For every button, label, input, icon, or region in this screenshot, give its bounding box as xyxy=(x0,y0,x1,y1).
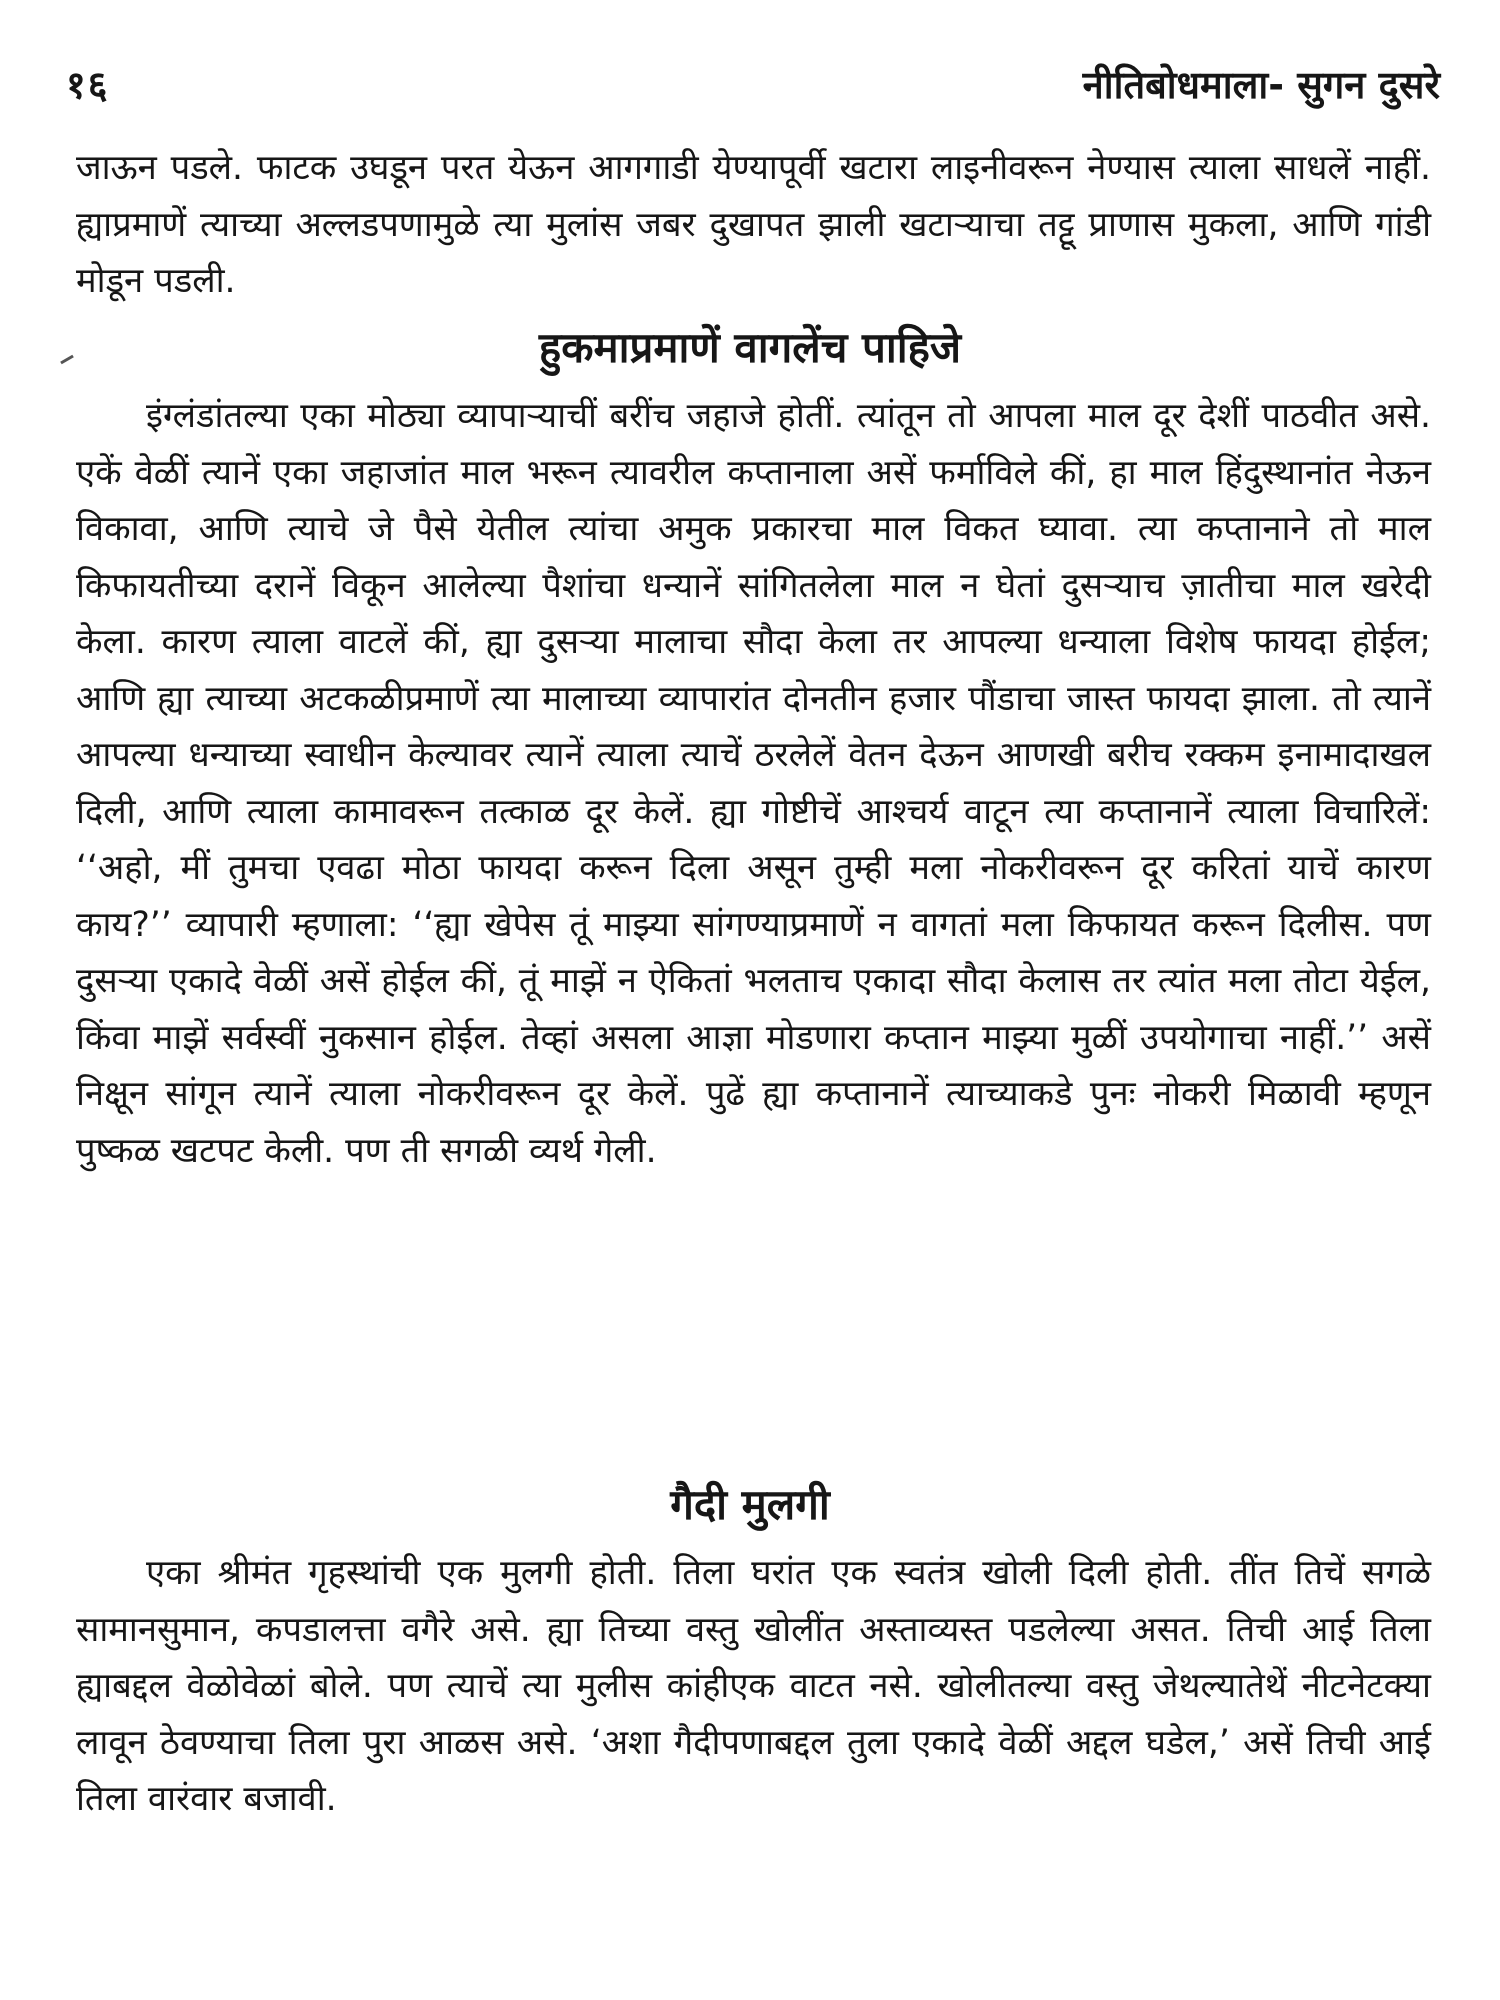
section-heading-obey-orders: हुकमाप्रमाणें वागलेंच पाहिजे xyxy=(538,323,962,372)
running-title: नीतिबोधमाला- सुगन दुसरे xyxy=(1082,63,1440,107)
page-number: १६ xyxy=(66,63,110,107)
continuation-paragraph xyxy=(76,140,1431,310)
story-obey-orders-text: इंग्लंडांतल्या एका मोठ्या व्यापाऱ्याचीं बरींच जहाजे होतीं. त्यांतून तो आपला माल दूर देशीं पाठवीत असे. एकें वेळीं त्यानें एका जहाजांत माल भरून त्यावरील कप्तानाला असें फर्माविले कीं, हा माल हिंदुस्थानांत नेऊन विकावा, आणि त्याचे जे पैसे येतील त्यांचा अमुक प्रकारचा माल विकत घ्यावा. त्या कप्तानाने तो माल किफायतीच्या दरानें विकून आलेल्या पैशांचा धन्यानें सांगितलेला माल न घेतां दुसऱ्याच ज़ातीचा माल खरेदी केला. कारण त्याला वाटलें कीं, ह्या दुसऱ्या मालाचा सौदा केला तर आपल्या धन्याला विशेष फायदा होईल; आणि ह्या त्याच्या अटकळीप्रमाणें त्या मालाच्या व्यापारांत दोनतीन हजार पौंडाचा जास्त फायदा झाला. तो त्यानें आपल्या धन्याच्या स्वाधीन केल्यावर त्यानें त्याला त्याचें ठरलेलें वेतन देऊन आणखी बरीच रक्कम इनामादाखल दिली, आणि त्याला कामावरून तत्काळ दूर केलें. ह्या गोष्टीचें आश्चर्य वाटून त्या कप्तानानें त्याला विचारिलें: ‘‘अहो, मीं तुमचा एवढा मोठा फायदा करून दिला असून तुम्ही मला नोकरीवरून दूर करितां याचें कारण काय?’’ व्यापारी म्हणाला: ‘‘ह्या खेपेस तूं माझ्या सांगण्याप्रमाणें न वागतां मला किफायत करून दिलीस. पण दुसऱ्या एकादे वेळीं असें होईल कीं, तूं माझें न ऐकितां भलताच एकादा सौदा केलास तर त्यांत मला तोटा येईल, किंवा माझें सर्वस्वीं नुकसान होईल. तेव्हां असला आज्ञा मोडणारा कप्तान माझ्या मुळीं उपयोगाचा नाहीं.’’ असें निक्षून सांगून त्यानें त्याला नोकरीवरून दूर केलें. पुढें ह्या कप्तानानें त्याच्याकडे पुनः नोकरी मिळावी म्हणून पुष्कळ खटपट केली. पण ती सगळी व्यर्थ गेली. xyxy=(76,396,1431,1171)
continuation-text: जाऊन पडले. फाटक उघडून परत येऊन आगगाडी येण्यापूर्वी खटारा लाइनीवरून नेण्यास त्याला साधलें नाहीं. ह्याप्रमाणें त्याच्या अल्लडपणामुळे त्या मुलांस जबर दुखापत झाली खटाऱ्याचा तट्टू प्राणास मुकला, आणि गांडी मोडून पडली. xyxy=(76,148,1432,301)
section-heading-careless-girl: गैदी मुलगी xyxy=(670,1480,830,1529)
page-header xyxy=(66,58,1440,118)
story-careless-girl-text: एका श्रीमंत गृहस्थांची एक मुलगी होती. तिला घरांत एक स्वतंत्र खोली दिली होती. तींत तिचें सगळे सामानसुमान, कपडालत्ता वगैरे असे. ह्या तिच्या वस्तु खोलींत अस्ताव्यस्त पडलेल्या असत. तिची आई तिला ह्याबद्दल वेळोवेळां बोले. पण त्याचें त्या मुलीस कांहीएक वाटत नसे. खोलीतल्या वस्तु जेथल्यातेथें नीटनेटक्या लावून ठेवण्याचा तिला पुरा आळस असे. ‘अशा गैदीपणाबद्दल तुला एकादे वेळीं अद्दल घडेल,’ असें तिची आई तिला वारंवार बजावी. xyxy=(76,1553,1431,1819)
story-careless-girl xyxy=(76,1545,1431,1828)
story-obey-orders xyxy=(76,388,1431,1179)
